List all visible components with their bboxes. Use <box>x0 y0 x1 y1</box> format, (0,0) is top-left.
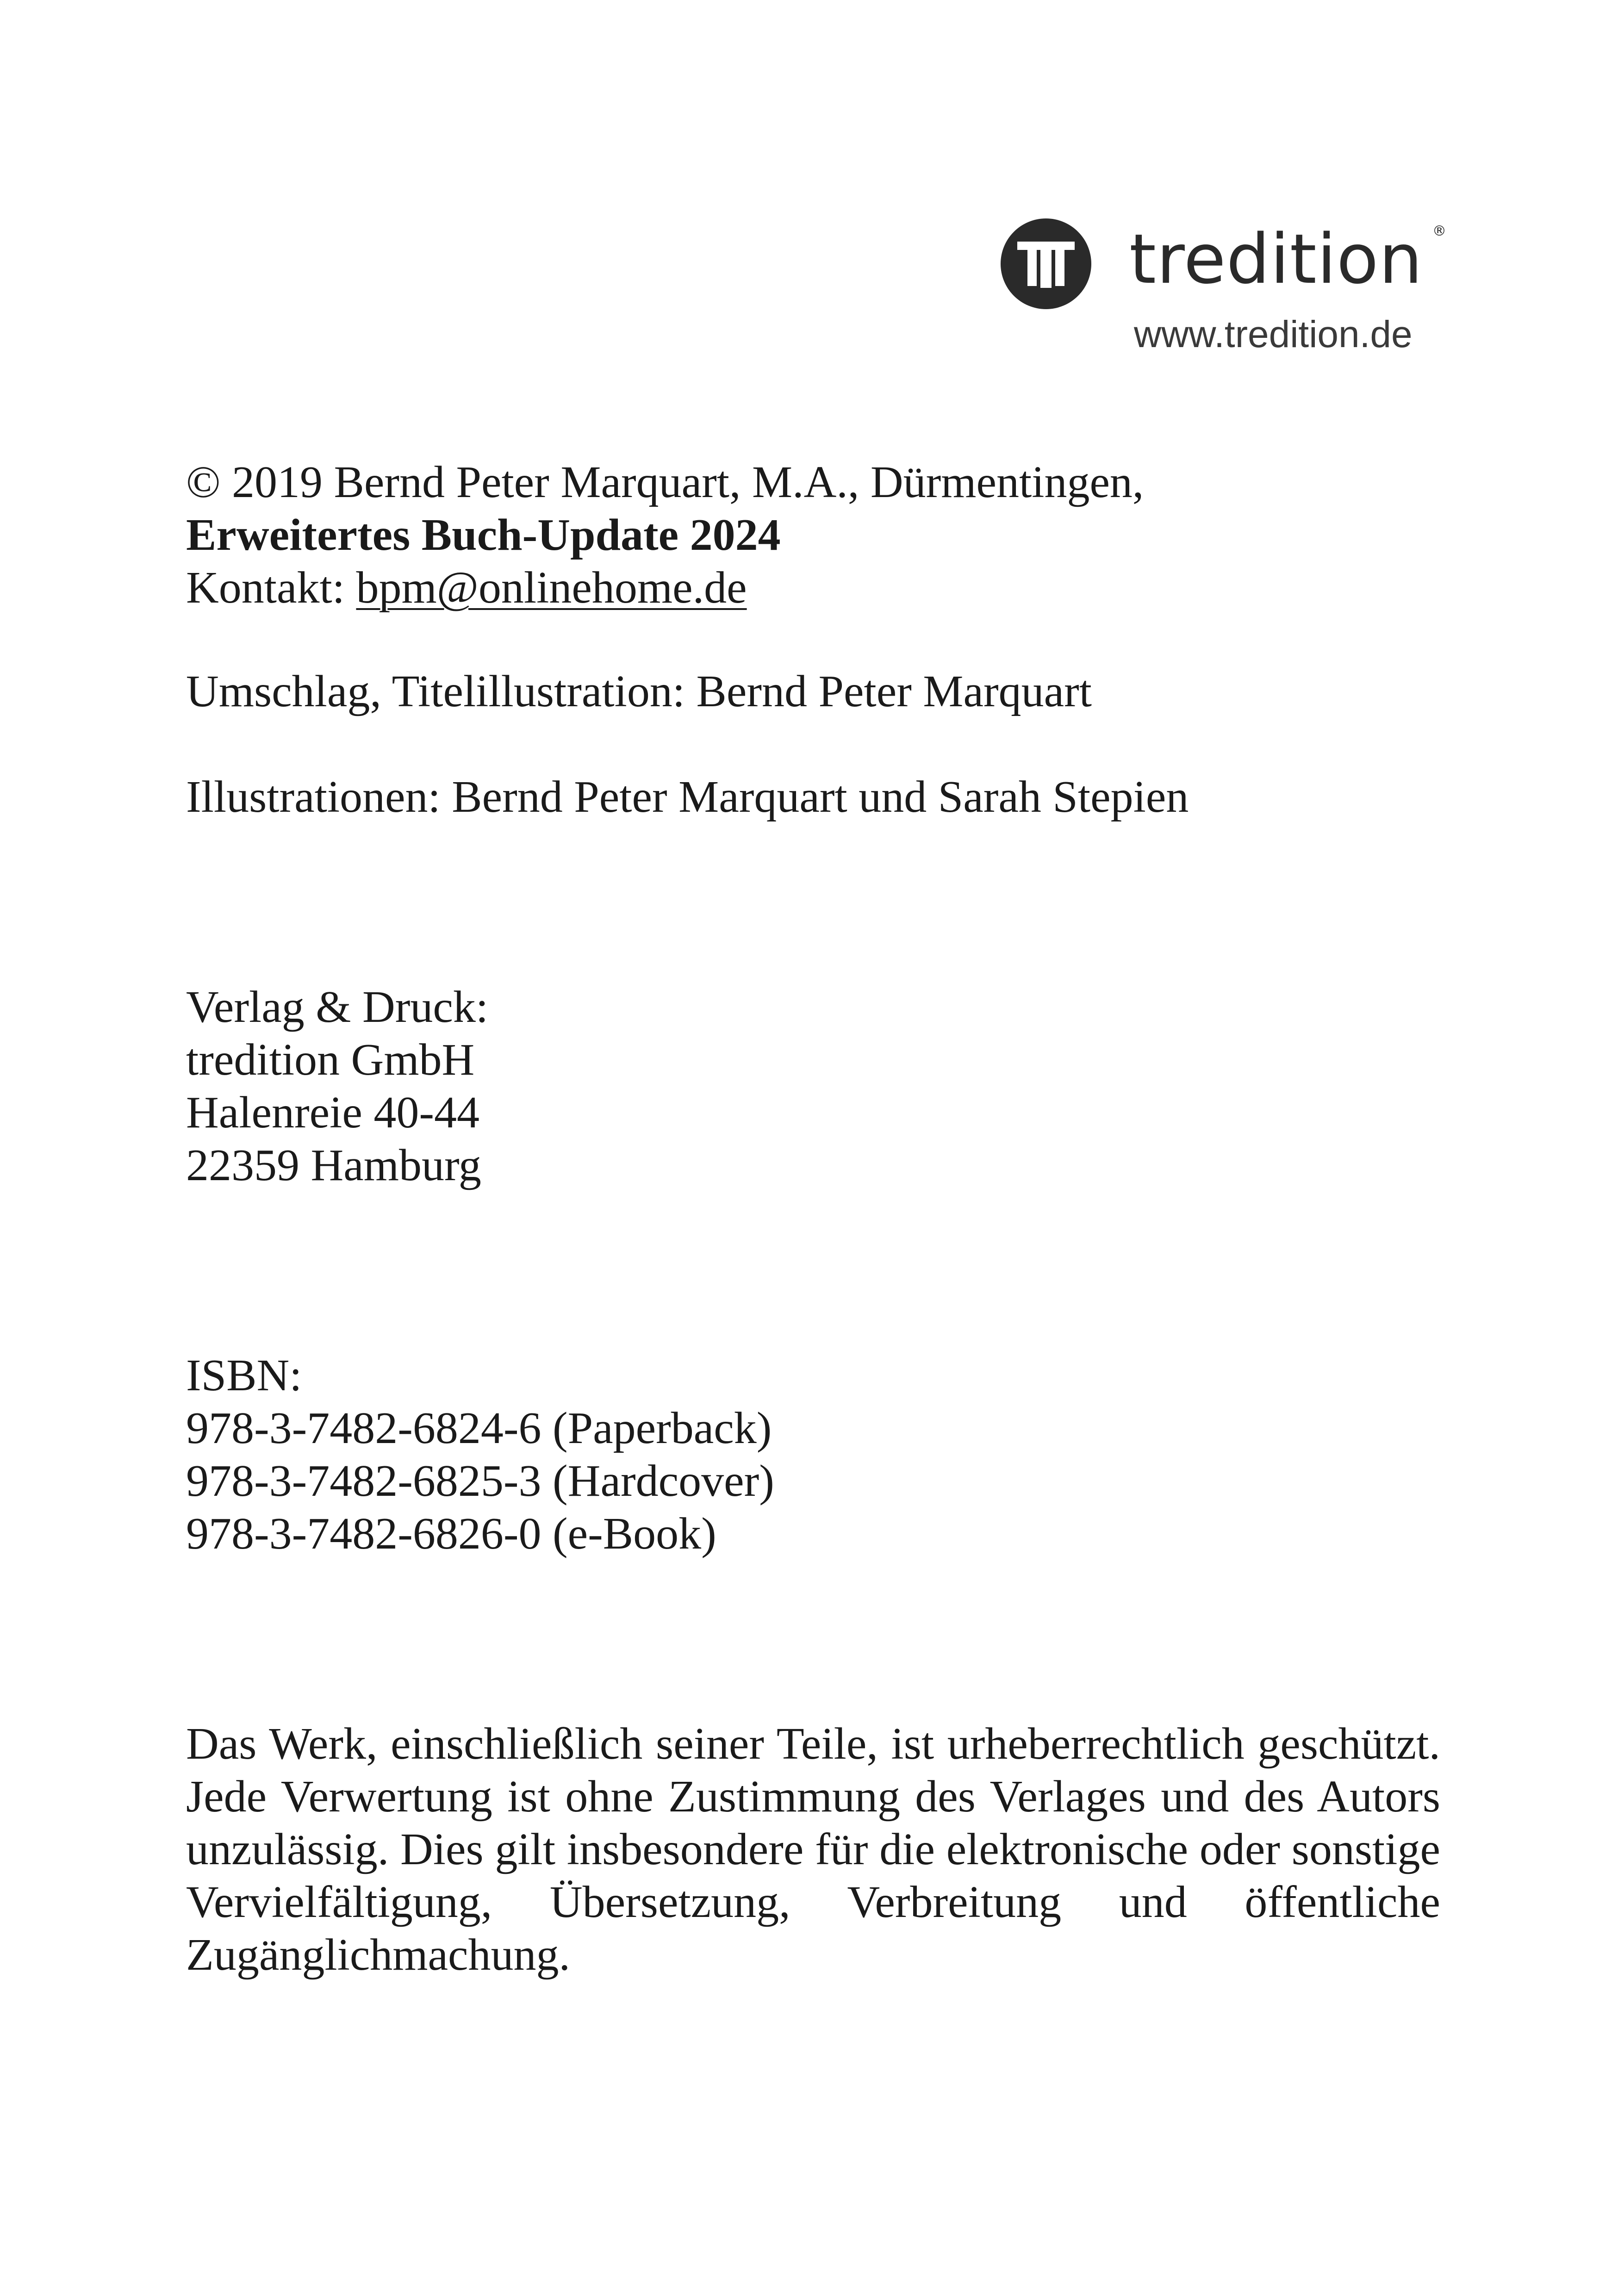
copyright-line: © 2019 Bernd Peter Marquart, M.A., Dürmentingen, <box>186 457 1144 507</box>
contact-email-link[interactable]: bpm@onlinehome.de <box>356 563 747 613</box>
publisher-section <box>186 981 1440 1192</box>
contact-line <box>186 561 1440 614</box>
isbn-hardcover: 978-3-7482-6825-3 (Hardcover) <box>186 1456 774 1506</box>
illustration-credit <box>186 771 1440 823</box>
isbn-section <box>186 1349 1440 1560</box>
publisher-street: Halenreie 40-44 <box>186 1088 479 1138</box>
imprint-content <box>186 456 1440 1981</box>
publisher-logo <box>995 199 1453 356</box>
isbn-ebook: 978-3-7482-6826-0 (e-Book) <box>186 1509 716 1559</box>
publisher-name: tredition GmbH <box>186 1035 475 1085</box>
copyright-notice: Das Werk, einschließlich seiner Teile, ist urheberrechtlich geschützt. Jede Verwertung ist ohne Zustimmung des Verlages und des Autors unzulässig. Dies gilt insbesondere für die elektronische oder sonstige Vervielfältigung, Übersetzung, Verbreitung und öffentliche Zugänglichmachung. <box>186 1719 1440 1980</box>
registered-mark: ® <box>1432 223 1446 239</box>
update-line: Erweitertes Buch-Update 2024 <box>186 510 781 560</box>
isbn-label: ISBN: <box>186 1350 302 1400</box>
publisher-label: Verlag & Druck: <box>186 982 489 1032</box>
isbn-paperback: 978-3-7482-6824-6 (Paperback) <box>186 1403 772 1453</box>
illustration-credit-text: Illustrationen: Bernd Peter Marquart und Sarah Stepien <box>186 772 1189 822</box>
cover-credit <box>186 665 1440 718</box>
cover-credit-text: Umschlag, Titelillustration: Bernd Peter Marquart <box>186 666 1092 716</box>
publisher-city: 22359 Hamburg <box>186 1140 481 1190</box>
copyright-section <box>186 456 1440 614</box>
logo-url: www.tredition.de <box>1134 313 1413 355</box>
contact-label: Kontakt: <box>186 563 356 613</box>
logo-wordmark: tredition <box>1129 219 1423 299</box>
tredition-logo-icon <box>1000 218 1092 310</box>
